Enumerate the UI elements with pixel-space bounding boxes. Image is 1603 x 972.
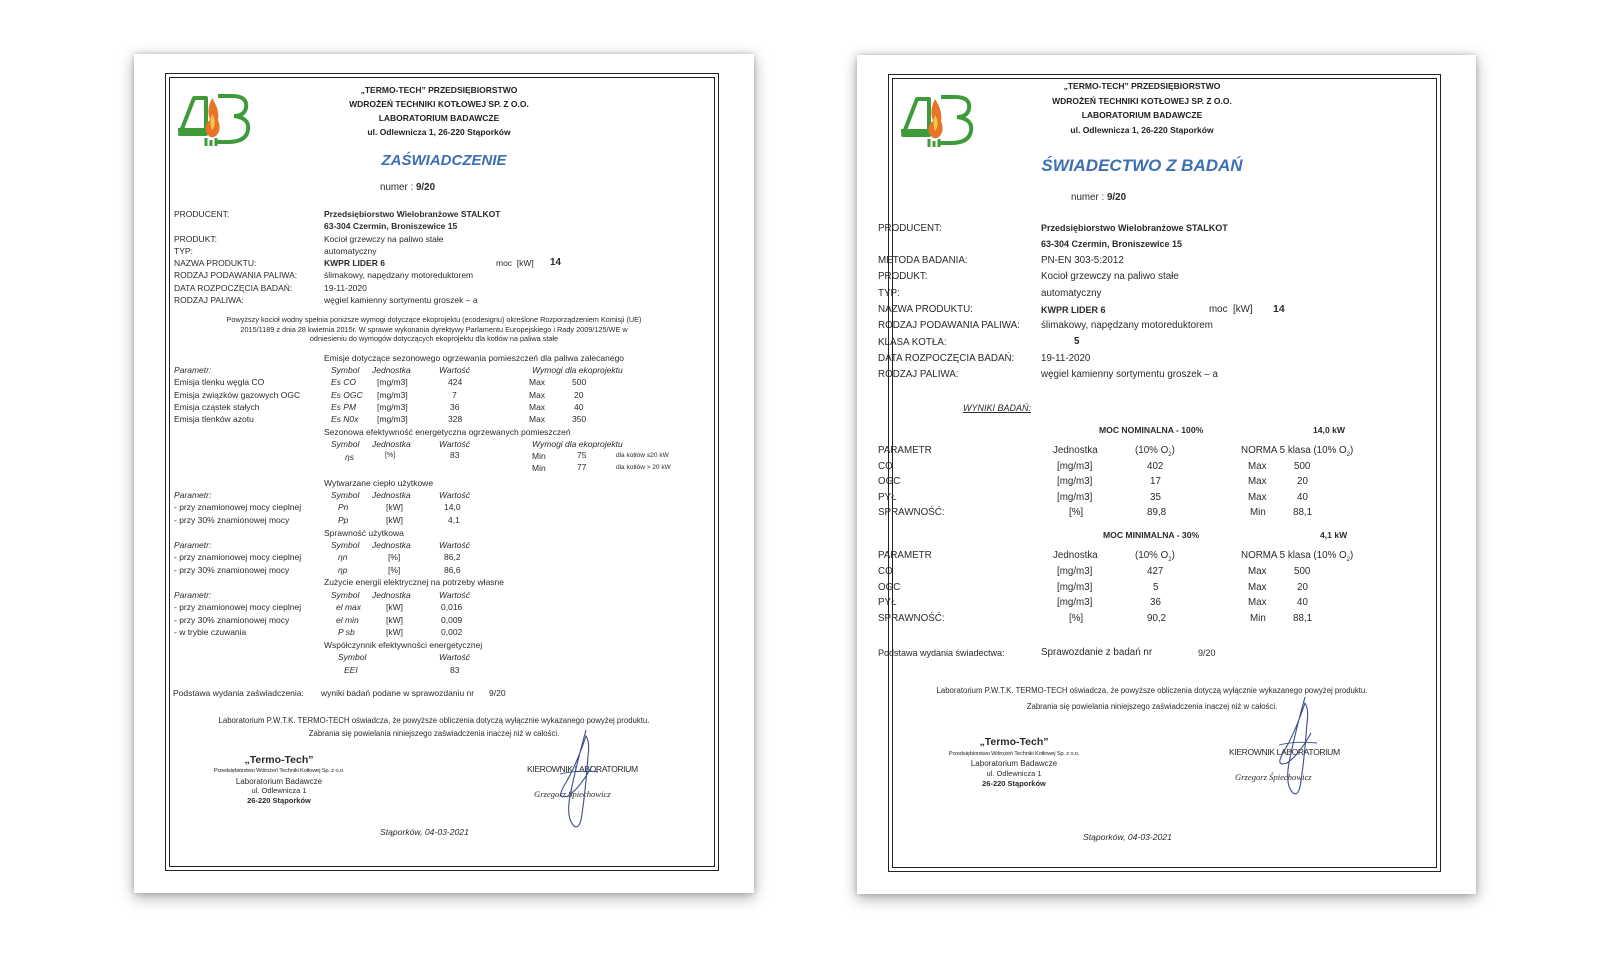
- section-heading: Sezonowa efektywność energetyczna ogrzewanych pomieszczeń: [324, 427, 571, 437]
- field-label: TYP:: [878, 288, 900, 299]
- document-title: ŚWIADECTWO Z BADAŃ: [1041, 156, 1243, 175]
- field-label: RODZAJ PALIWA:: [878, 369, 959, 380]
- field-value: PN-EN 303-5:2012: [1041, 255, 1124, 266]
- field-value: automatyczny: [324, 246, 377, 256]
- field-label: NAZWA PRODUKTU:: [878, 304, 973, 315]
- manager-name: Grzegorz Śpiechowicz: [534, 789, 611, 799]
- field-value: ślimakowy, napędzany motoreduktorem: [324, 270, 474, 280]
- field-label: TYP:: [174, 246, 193, 256]
- document-number: numer : 9/20: [1071, 192, 1127, 203]
- field-value: Przedsiębiorstwo Wielobranżowe STALKOT: [324, 209, 501, 219]
- field-value: 5: [1074, 336, 1080, 347]
- lab-logo: [176, 90, 254, 148]
- field-value: 63-304 Czermin, Broniszewice 15: [1041, 239, 1183, 249]
- results-heading: WYNIKI BADAŃ:: [963, 403, 1032, 413]
- signature: [546, 726, 606, 836]
- document-title: ZAŚWIADCZENIE: [381, 152, 507, 169]
- field-label: KLASA KOTŁA:: [878, 337, 947, 348]
- field-label: DATA ROZPOCZĘCIA BADAŃ:: [174, 283, 293, 293]
- field-label: RODZAJ PODAWANIA PALIWA:: [174, 270, 298, 280]
- field-label: PRODUCENT:: [174, 209, 230, 219]
- field-label: NAZWA PRODUKTU:: [174, 258, 257, 268]
- power-value: 14: [550, 257, 561, 268]
- certificate-page: „TERMO-TECH” PRZEDSIĘBIORSTWO WDROŻEŃ TECHNIKI KOTŁOWEJ SP. Z O.O. LABORATORIUM BADAWCZE ul. Odlewnicza 1, 26-220 Stąporków ZAŚWIADCZENIE numer : 9/20 PRODUCENT: Przedsiębiorstwo Wielobranżowe STALKOT 63-304 Czermin, Broniszewice 15 PRODUKT: Kocioł grzewczy na paliwo stałe TYP: automatyczny NAZWA PRODUKTU: KWPR LIDER 6 moc [kW] 14 RODZAJ PODAWANIA PALIWA: ślimakowy, napędzany motoreduktorem DATA ROZPOCZĘCIA BADAŃ: 19-11-2020 RODZAJ PALIWA: węgiel kamienny sortymentu groszek – a Powyższy kocioł wodny spełnia poniższe wymogi dotyczące ekoprojektu (ecodesignu) określone Rozporządzeniem Komisji (UE) 2015/1189 z dnia 28 kwietnia 2015r. W sprawie wykonania dyrektywy Parlamentu Europejskiego i Rady 2009/125/WE w odniesieniu do wymogów dotyczących ekoprojektu dla kotłów na paliwa stałe Emisje dotyczące sezonowego ogrzewania pomieszczeń dla paliwa zalecanego Parametr: Symbol Jednostka Wartość Wymogi dla ekoprojektu Emisja tlenku węgla CO Es CO [mg/m3] 424 Max 500 Emisja związków gazowych OGC Es OGC [mg/m3] 7 Max 20 Emisja cząstek stałych Es PM [mg/m3] 36 Max 40 Emisja tlenków azotu Es N0x [mg/m3] 328 Max 350 Sezonowa efektywność energetyczna ogrzewanych pomieszczeń Symbol Jednostka Wartość Wymogi dla ekoprojektu ηs [%] 83 Min 75 dla kotłów ≤20 kW Min 77 dla kotłów > 20 kW Wytwarzane ciepło użytkowe Parametr: Symbol Jednostka Wartość - przy znamionowej mocy cieplnej Pn [kW] 14,0 - przy 30% znamionowej mocy Pp [kW] 4,1 Sprawność użytkowa Parametr: Symbol Jednostka Wartość - przy znamionowej mocy cieplnej ηn [%] 86,2 - przy 30% znamionowej mocy ηp [%] 86,6 Zużycie energii elektrycznej na potrzeby własne Parametr: Symbol Jednostka Wartość - przy znamionowej mocy cieplnej el max [kW] 0,016 - przy 30% znamionowej mocy el min [kW] 0,009 - w trybie czuwania P sb [kW] 0,002 Współczynnik efektywności energetycznej Symbol Wartość EEI 83 Podstawa wydania zaświadczenia: wyniki badań podane w sprawozdaniu nr 9/20 Laboratorium P.W.T.K. TERMO-TECH oświadcza, że powyższe obliczenia dotyczą wyłącznie wykazanego powyżej produktu. Zabrania się powielania niniejszego zaświadczenia inaczej niż w całości. „Termo-Tech” Przedsiębiorstwo Wdrożeń Techniki Kotłowej Sp. z o.o. Laboratorium Badawcze ul. Odlewnicza 1 26-220 Stąporków KIEROWNIK LABORATORIUM Grzegorz Śpiechowicz Stąporków, 04-03-2021: [134, 54, 754, 893]
- section-heading: Sprawność użytkowa: [324, 528, 404, 538]
- ecodesign-intro: Powyższy kocioł wodny spełnia poniższe wymogi dotyczące ekoprojektu (ecodesignu) określone Rozporządzeniem Komisji (UE) 2015/1189 z dnia 28 kwietnia 2015r. W sprawie wykonania dyrektywy Parlamentu Europejskiego i Rady 2009/125/WE w odniesieniu do wymogów dotyczących ekoprojektu dla kotłów na paliwa stałe: [226, 315, 642, 343]
- field-value: ślimakowy, napędzany motoreduktorem: [1041, 320, 1213, 331]
- manager-title: KIEROWNIK LABORATORIUM: [527, 764, 638, 774]
- test-report-page: „TERMO-TECH” PRZEDSIĘBIORSTWO WDROŻEŃ TECHNIKI KOTŁOWEJ SP. Z O.O. LABORATORIUM BADAWCZE ul. Odlewnicza 1, 26-220 Stąporków ŚWIADECTWO Z BADAŃ numer : 9/20 PRODUCENT: Przedsiębiorstwo Wielobranżowe STALKOT 63-304 Czermin, Broniszewice 15 METODA BADANIA: PN-EN 303-5:2012 PRODUKT: Kocioł grzewczy na paliwo stałe TYP: automatyczny NAZWA PRODUKTU: KWPR LIDER 6 moc [kW] 14 RODZAJ PODAWANIA PALIWA: ślimakowy, napędzany motoreduktorem KLASA KOTŁA: 5 DATA ROZPOCZĘCIA BADAŃ: 19-11-2020 RODZAJ PALIWA: węgiel kamienny sortymentu groszek – a WYNIKI BADAŃ: MOC NOMINALNA - 100% 14,0 kW PARAMETR Jednostka (10% $O_2$) NORMA 5 klasa (10% $O_2$) CO [mg/m3] 402 Max 500 OGC [mg/m3] 17 Max 20 PYŁ [mg/m3] 35 Max 40 SPRAWNOŚĆ: [%] 89,8 Min 88,1 MOC MINIMALNA - 30% 4,1 kW PARAMETR Jednostka (10% $O_2$) NORMA 5 klasa (10% $O_2$) CO [mg/m3] 427 Max 500 OGC [mg/m3] 5 Max 20 PYŁ [mg/m3] 36 Max 40 SPRAWNOŚĆ: [%] 90,2 Min 88,1 Podstawa wydania świadectwa: Sprawozdanie z badań nr 9/20 Laboratorium P.W.T.K. TERMO-TECH oświadcza, że powyższe obliczenia dotyczą wyłącznie wykazanego powyżej produktu. Zabrania się powielania niniejszego zaświadczenia inaczej niż w całości. „Termo-Tech” Przedsiębiorstwo Wdrożeń Techniki Kotłowej Sp. z o.o. Laboratorium Badawcze ul. Odlewnicza 1 26-220 Stąporków KIEROWNIK LABORATORIUM Grzegorz Śpiechowicz Stąporków, 04-03-2021: [857, 55, 1476, 894]
- field-label: PRODUKT:: [878, 271, 928, 282]
- field-value: KWPR LIDER 6: [1041, 305, 1106, 315]
- signature: [1267, 693, 1323, 803]
- power-value: 14: [1273, 303, 1285, 315]
- disclaimer: Laboratorium P.W.T.K. TERMO-TECH oświadcza, że powyższe obliczenia dotyczą wyłącznie wykazanego powyżej produktu. Zabrania się powielania niniejszego zaświadczenia inaczej niż w całości.: [936, 686, 1368, 711]
- field-value: węgiel kamienny sortymentu groszek – a: [324, 295, 478, 305]
- field-value: Kocioł grzewczy na paliwo stałe: [324, 234, 444, 244]
- place-date: Stąporków, 04-03-2021: [1083, 832, 1172, 842]
- section-heading: Emisje dotyczące sezonowego ogrzewania pomieszczeń dla paliwa zalecanego: [324, 353, 625, 363]
- section-heading: Zużycie energii elektrycznej na potrzeby własne: [324, 577, 505, 587]
- lab-header: „TERMO-TECH” PRZEDSIĘBIORSTWO WDROŻEŃ TECHNIKI KOTŁOWEJ SP. Z O.O. LABORATORIUM BADAWCZE ul. Odlewnicza 1, 26-220 Stąporków: [349, 85, 529, 137]
- company-stamp: „Termo-Tech” Przedsiębiorstwo Wdrożeń Techniki Kotłowej Sp. z o.o. Laboratorium Badawcze ul. Odlewnicza 1 26-220 Stąporków: [213, 754, 345, 805]
- field-value: 19-11-2020: [1041, 353, 1091, 364]
- place-date: Stąporków, 04-03-2021: [380, 827, 469, 837]
- section-heading: Wytwarzane ciepło użytkowe: [324, 478, 434, 488]
- field-value: 19-11-2020: [324, 283, 367, 293]
- field-label: RODZAJ PODAWANIA PALIWA:: [878, 320, 1020, 331]
- page-border: [165, 73, 719, 871]
- lab-logo: [899, 91, 977, 149]
- field-label: PRODUCENT:: [878, 223, 942, 234]
- field-value: KWPR LIDER 6: [324, 258, 385, 268]
- field-label: PRODUKT:: [174, 234, 217, 244]
- field-label: METODA BADANIA:: [878, 255, 968, 266]
- field-value: Kocioł grzewczy na paliwo stałe: [1041, 271, 1179, 282]
- lab-header: „TERMO-TECH” PRZEDSIĘBIORSTWO WDROŻEŃ TECHNIKI KOTŁOWEJ SP. Z O.O. LABORATORIUM BADAWCZE ul. Odlewnicza 1, 26-220 Stąporków: [1052, 81, 1232, 135]
- manager-name: Grzegorz Śpiechowicz: [1235, 772, 1312, 782]
- field-label: RODZAJ PALIWA:: [174, 295, 244, 305]
- field-value: 63-304 Czermin, Broniszewice 15: [324, 221, 458, 231]
- field-value: węgiel kamienny sortymentu groszek – a: [1041, 369, 1218, 380]
- manager-title: KIEROWNIK LABORATORIUM: [1229, 747, 1340, 757]
- section-heading: Współczynnik efektywności energetycznej: [324, 640, 483, 650]
- power-label: moc [kW]: [496, 258, 534, 268]
- field-label: DATA ROZPOCZĘCIA BADAŃ:: [878, 353, 1015, 364]
- power-label: moc [kW]: [1209, 304, 1253, 315]
- field-value: automatyczny: [1041, 288, 1102, 299]
- field-value: Przedsiębiorstwo Wielobranżowe STALKOT: [1041, 223, 1228, 233]
- document-number: numer : 9/20: [380, 182, 436, 193]
- company-stamp: „Termo-Tech” Przedsiębiorstwo Wdrożeń Techniki Kotłowej Sp. z o.o. Laboratorium Badawcze ul. Odlewnicza 1 26-220 Stąporków: [948, 736, 1080, 788]
- disclaimer: Laboratorium P.W.T.K. TERMO-TECH oświadcza, że powyższe obliczenia dotyczą wyłącznie wykazanego powyżej produktu. Zabrania się powielania niniejszego zaświadczenia inaczej niż w całości.: [218, 716, 650, 738]
